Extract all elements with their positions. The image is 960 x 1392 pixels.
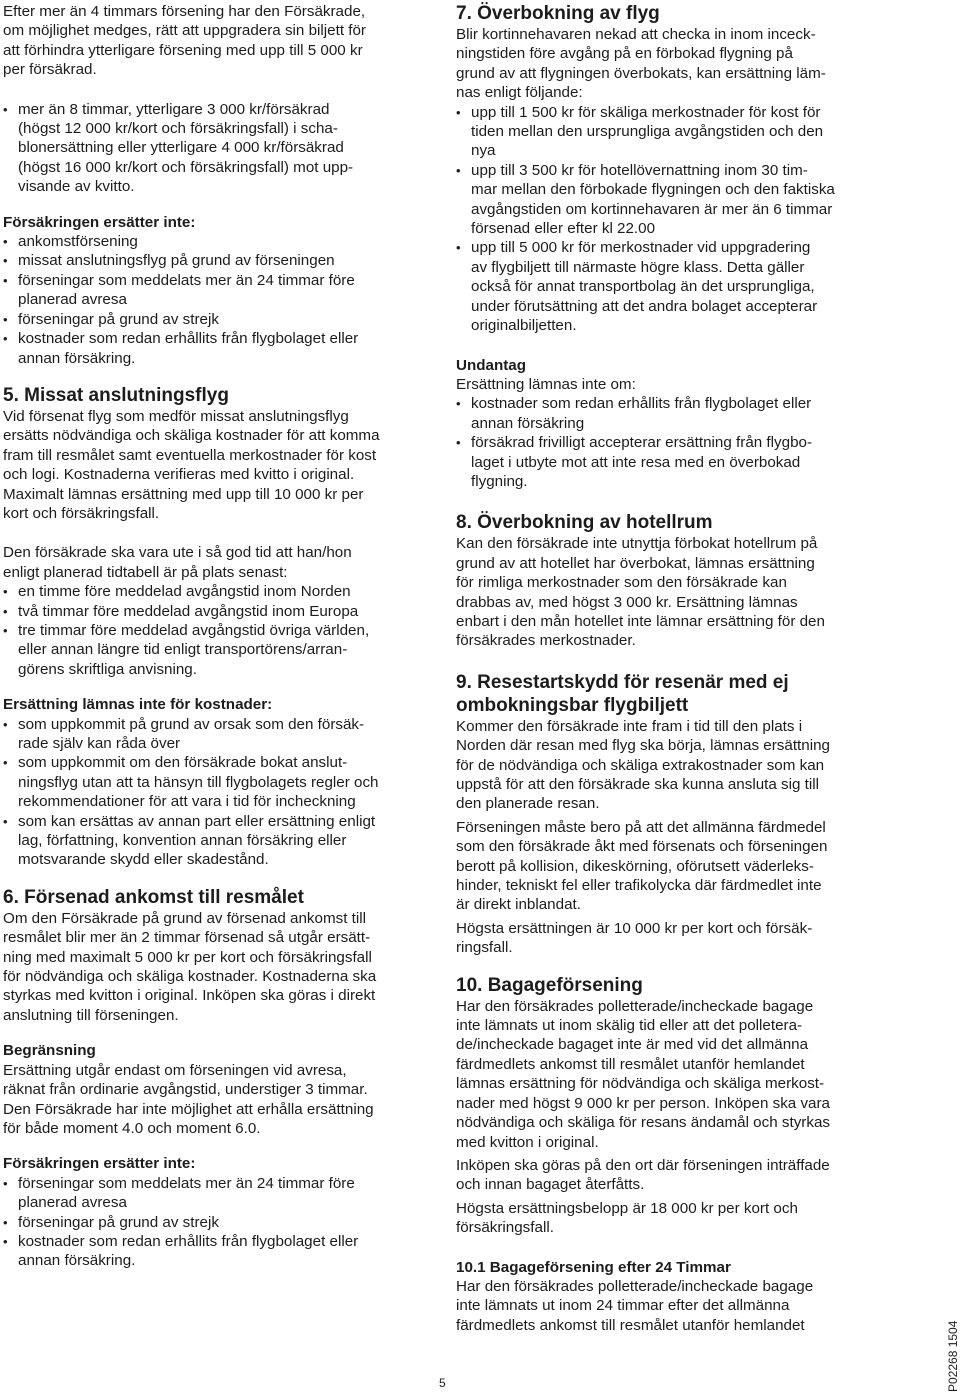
list-item: • en timme före meddelad avgångstid inom Norden [3,582,435,601]
section-5-body: Vid försenat flyg som medför missat anslutningsflyg ersätts nödvändiga och skäliga kostnader för att komma fram till resmålet samt eventuella merkostnader för kost och logi. Kostnaderna verifieras med kvitto i original. Maximalt lämnas ersättning med upp till 10 000 kr per kort och försäkringsfall. [3,407,380,522]
section-5-title: 5. Missat anslutningsflyg [3,384,229,406]
section-9-title: 9. Resestartskydd för resenär med ej ombokningsbar flygbiljett [456,671,789,716]
list-item: • kostnader som redan erhållits från flygbolaget eller annan försäkring. [3,1232,435,1271]
exclusions-heading: Försäkringen ersätter inte: [3,213,196,231]
list-item: • förseningar som meddelats mer än 24 timmar före planerad avresa [3,1174,435,1213]
list-item: • missat anslutningsflyg på grund av förseningen [3,251,435,270]
exception-intro: Ersättning lämnas inte om: [456,375,636,393]
extra-delay-list [3,100,435,197]
section-10-paragraph-1: Har den försäkrades polletterade/incheckade bagage inte lämnats ut inom skälig tid eller att det polletera- de/incheckade bagaget inte är med vid det allmänna färdmedlets ankomst till resmålet utanför hemlandet lämnas ersättning för nödvändiga och skäliga merkost- nader med högst 9 000 kr per person. Inköpen ska vara nödvändiga och skäliga för resans ändamål och styrkas med kvitton i original. [456,997,831,1151]
list-item: • förseningar på grund av strejk [3,310,435,329]
list-item: • förseningar på grund av strejk [3,1213,435,1232]
section-7-list [456,103,888,336]
section-10-1-body: Har den försäkrades polletterade/incheckade bagage inte lämnats ut inom 24 timmar efter det allmänna färdmedlets ankomst till resmålet utanför hemlandet [456,1277,814,1334]
section-9-paragraph-3: Högsta ersättningen är 10 000 kr per kort och försäk- ringsfall. [456,919,813,957]
section-7-body: Blir kortinnehavaren nekad att checka in inom inceck- ningstiden före avgång på en förbokad flygning på grund av att flygningen överbokats, kan ersättning läm- nas enligt följande: [456,26,826,102]
list-item: • tre timmar före meddelad avgångstid övriga världen, eller annan längre tid enligt transportörens/arran- görens skriftliga anvisning. [3,621,435,679]
list-item: • ankomstförsening [3,232,435,251]
list-item: • försäkrad frivilligt accepterar ersättning från flygbo- laget i utbyte mot att inte resa med en överbokad flygning. [456,433,888,491]
section-6-title: 6. Försenad ankomst till resmålet [3,886,304,908]
left-column [3,2,435,1271]
list-item: • mer än 8 timmar, ytterligare 3 000 kr/försäkrad (högst 12 000 kr/kort och försäkringsfall) i scha- blonersättning eller ytterligare 4 000 kr/försäkrad (högst 16 000 kr/kort och försäkringsfall) mot upp- visande av kvitto. [3,100,435,197]
section-9-paragraph-2: Förseningen måste bero på att det allmänna färdmedel som den försäkrade åkt med försenats och förseningen berott på kollision, dikeskörning, oförutsett väderleks- hinder, tekniskt fel eller trafikolycka där färdmedlet inte är direkt inblandat. [456,818,828,914]
right-column [456,2,888,1335]
section-6-exclusions-heading: Försäkringen ersätter inte: [3,1155,196,1173]
section-8-body: Kan den försäkrade inte utnyttja förbokat hotellrum på grund av att hotellet har överbokat, lämnas ersättning för rimliga merkostnader som den försäkrade kan drabbas av, med högst 3 000 kr. Ersättning lämnas enbart i den mån hotellet inte lämnar ersättning för den försäkrades merkostnader. [456,535,825,650]
exclusions-list [3,232,435,368]
section-5-timing: Den försäkrade ska vara ute i så god tid att han/hon enligt planerad tidtabell är på plats senast: [3,544,352,581]
list-item: • kostnader som redan erhållits från flygbolaget eller annan försäkring. [3,329,435,368]
list-item: • upp till 1 500 kr för skäliga merkostnader för kost för tiden mellan den ursprungliga avgångstiden och den nya [456,103,888,161]
list-item: • kostnader som redan erhållits från flygbolaget eller annan försäkring [456,394,888,433]
section-8-title: 8. Överbokning av hotellrum [456,512,713,534]
limitation-heading: Begränsning [3,1042,96,1060]
page-number: 5 [439,1376,446,1390]
intro-paragraph: Efter mer än 4 timmars försening har den Försäkrade, om möjlighet medges, rätt att uppgradera sin biljett för att förhindra ytterligare försening med upp till 5 000 kr per försäkrad. [3,3,366,79]
section-6-exclusions-list [3,1174,435,1271]
section-10-title: 10. Bagageförsening [456,974,643,996]
limitation-body: Ersättning utgår endast om förseningen vid avresa, räknat från ordinarie avgångstid, understiger 3 timmar. Den Försäkrade har inte möjlighet att erhålla ersättning för både moment 4.0 och moment 6.0. [3,1061,374,1137]
list-item: • förseningar som meddelats mer än 24 timmar före planerad avresa [3,271,435,310]
section-10-1-title: 10.1 Bagageförsening efter 24 Timmar [456,1258,731,1276]
document-id: P02268 1504 [946,1320,960,1392]
timing-list [3,582,435,679]
section-7-title: 7. Överbokning av flyg [456,3,660,24]
list-item: • som uppkommit om den försäkrade bokat anslut- ningsflyg utan att ta hänsyn till flygbolagets regler och rekommendationer för att vara i tid för incheckning [3,753,435,811]
list-item: • som kan ersättas av annan part eller ersättning enligt lag, författning, konvention annan försäkring eller motsvarande skydd eller skadestånd. [3,812,435,870]
exception-heading: Undantag [456,356,527,374]
list-item: • upp till 5 000 kr för merkostnader vid uppgradering av flygbiljett till närmaste högre klass. Detta gäller också för annat transportbolag än det ursprungliga, under förutsättning att det andra bolaget accepterar originalbiljetten. [456,238,888,335]
section-5-exclusions-list [3,715,435,870]
exception-list [456,394,888,491]
section-10-paragraph-2: Inköpen ska göras på den ort där förseningen inträffade och innan bagaget återfåtts. [456,1156,830,1194]
list-item: • två timmar före meddelad avgångstid inom Europa [3,602,435,621]
list-item: • upp till 3 500 kr för hotellövernattning inom 30 tim- mar mellan den förbokade flygningen och den faktiska avgångstiden om kortinnehavaren är mer än 6 timmar försenad eller efter kl 22.00 [456,161,888,239]
section-6-body: Om den Försäkrade på grund av försenad ankomst till resmålet blir mer än 2 timmar försenad så utgår ersätt- ning med maximalt 5 000 kr per kort och försäkringsfall för nödvändiga och skäliga kostnader. Kostnaderna ska styrkas med kvitton i original. Inköpen ska göras i direkt anslutning till förseningen. [3,909,377,1024]
section-5-exclusions-heading: Ersättning lämnas inte för kostnader: [3,696,273,714]
list-item: • som uppkommit på grund av orsak som den försäk- rade själv kan råda över [3,715,435,754]
section-10-paragraph-3: Högsta ersättningsbelopp är 18 000 kr per kort och försäkringsfall. [456,1199,798,1237]
section-9-paragraph-1: Kommer den försäkrade inte fram i tid till den plats i Norden där resan med flyg ska börja, lämnas ersättning för de nödvändiga och skäliga extrakostnader som kan uppstå för att den försäkrade ska kunna ansluta sig till den planerade resan. [456,717,830,813]
